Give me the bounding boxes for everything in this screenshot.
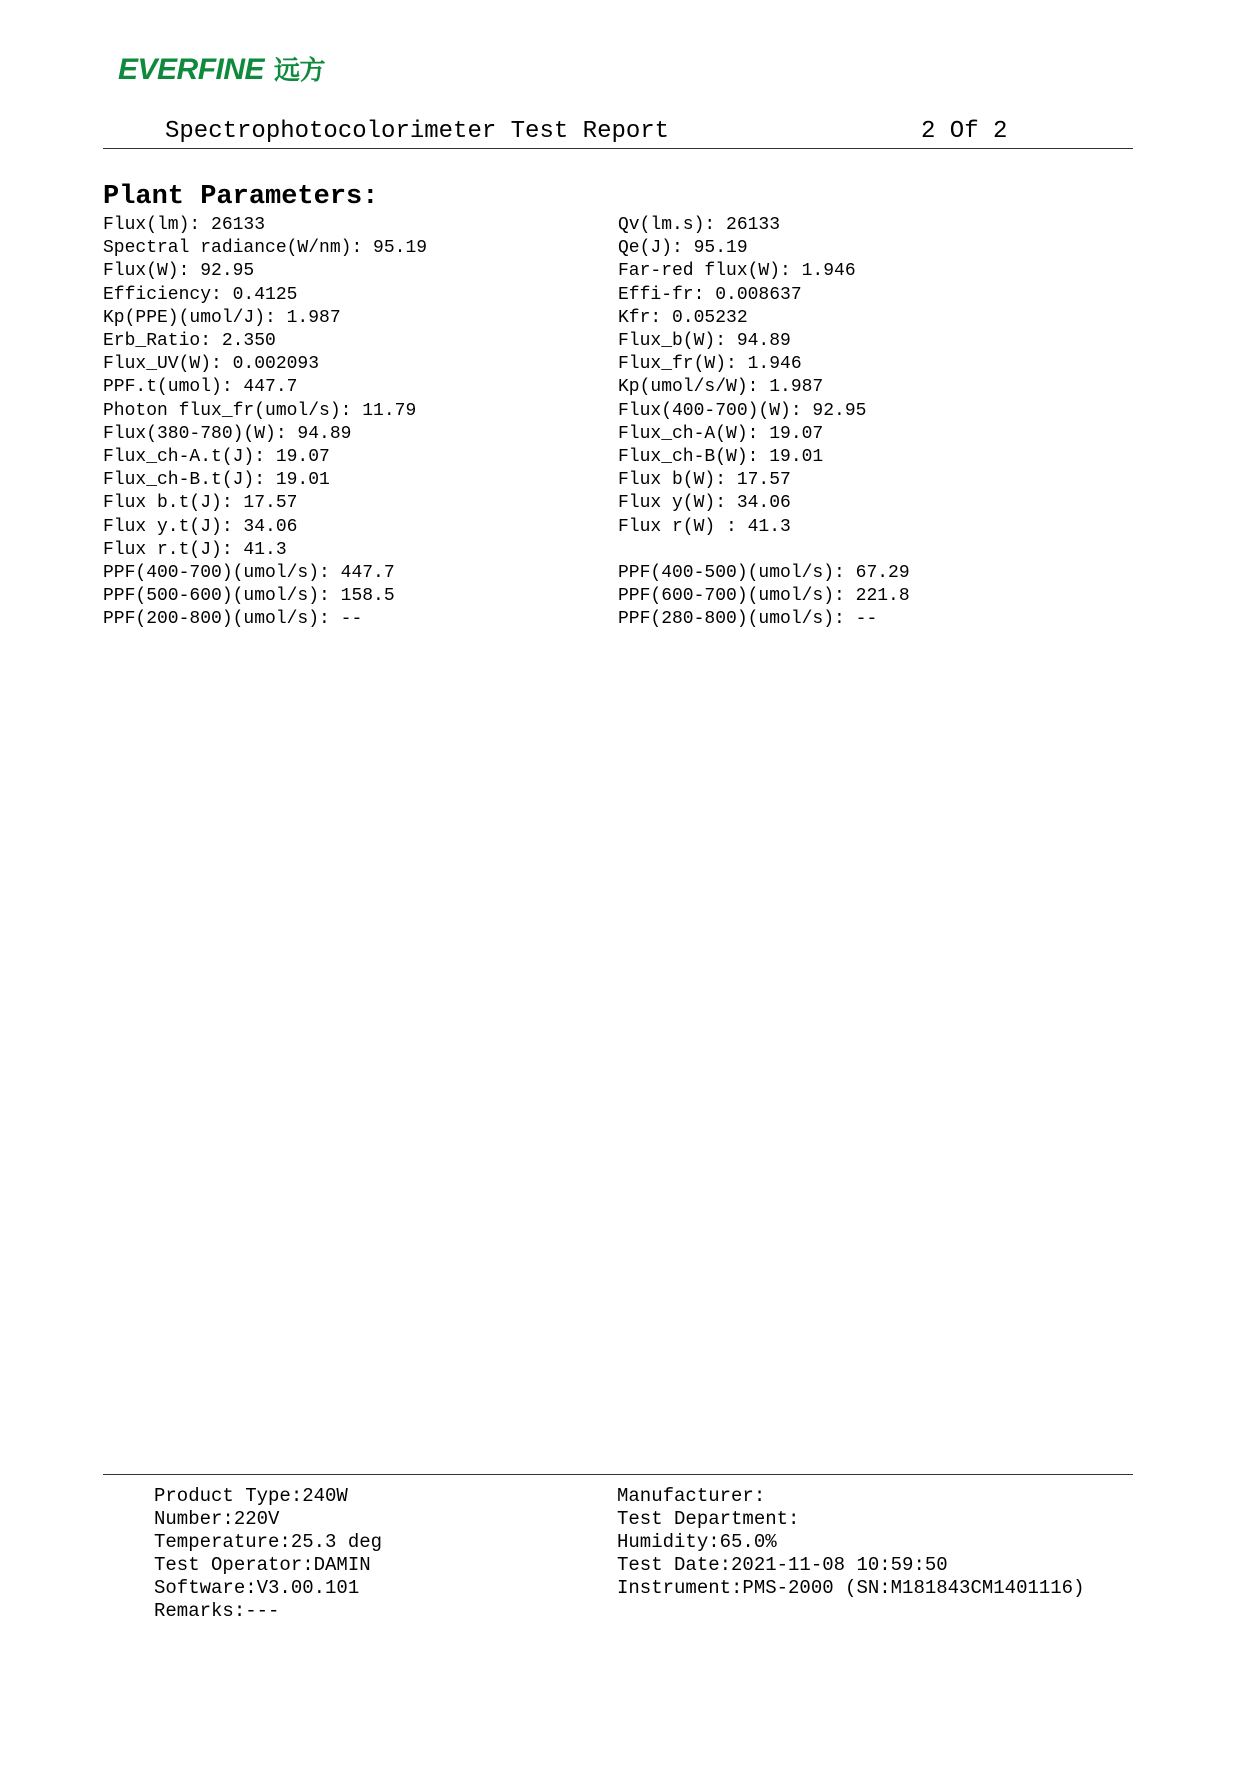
footer-row: Test Date:2021-11-08 10:59:50 — [617, 1554, 948, 1576]
param-row: Qv(lm.s): 26133 — [618, 215, 781, 235]
footer-divider — [103, 1474, 1133, 1475]
param-row: Effi-fr: 0.008637 — [618, 284, 802, 305]
report-title: Spectrophotocolorimeter Test Report — [165, 118, 670, 145]
param-row: Kp(PPE)(umol/J): 1.987 — [103, 307, 341, 328]
param-row: Kfr: 0.05232 — [618, 307, 748, 328]
company-logo — [118, 50, 325, 87]
param-row: Spectral radiance(W/nm): 95.19 — [103, 238, 428, 259]
param-row: Flux r(W) : 41.3 — [618, 516, 791, 537]
param-row: PPF(200-800)(umol/s): -- — [103, 609, 363, 630]
param-row: Flux(400-700)(W): 92.95 — [618, 400, 867, 421]
param-row: Kp(umol/s/W): 1.987 — [618, 377, 824, 398]
page-number: 2 Of 2 — [921, 118, 1008, 145]
params-left-column — [103, 214, 427, 632]
param-row: Flux y(W): 34.06 — [618, 493, 791, 514]
logo-brand-cn: 远方 — [274, 55, 326, 85]
param-row: Far-red flux(W): 1.946 — [618, 261, 856, 282]
param-row: PPF.t(umol): 447.7 — [103, 377, 298, 398]
footer-row: Manufacturer: — [617, 1485, 766, 1507]
footer-row: Product Type:240W — [154, 1485, 348, 1507]
param-row: PPF(500-600)(umol/s): 158.5 — [103, 586, 395, 607]
footer-row: Number:220V — [154, 1508, 280, 1530]
param-row: Flux(380-780)(W): 94.89 — [103, 423, 352, 444]
footer-row: Instrument:PMS-2000 (SN:M181843CM1401116) — [617, 1577, 1085, 1599]
report-header — [103, 118, 1133, 149]
param-row: PPF(600-700)(umol/s): 221.8 — [618, 586, 910, 607]
footer-row: Test Department: — [617, 1508, 800, 1530]
footer-row: Test Operator:DAMIN — [154, 1554, 371, 1576]
param-row: PPF(400-500)(umol/s): 67.29 — [618, 563, 910, 584]
param-row: PPF(280-800)(umol/s): -- — [618, 609, 878, 630]
param-row — [618, 539, 910, 562]
param-row: Flux r.t(J): 41.3 — [103, 539, 287, 560]
param-row: Flux(lm): 26133 — [103, 215, 266, 235]
param-row: PPF(400-700)(umol/s): 447.7 — [103, 563, 395, 584]
param-row: Flux_ch-B(W): 19.01 — [618, 447, 824, 468]
footer-row: Software:V3.00.101 — [154, 1577, 360, 1599]
param-row: Flux_UV(W): 0.002093 — [103, 354, 320, 375]
section-title: Plant Parameters: — [103, 182, 379, 212]
footer-row: Temperature:25.3 deg — [154, 1531, 383, 1553]
footer-row: Remarks:--- — [154, 1600, 280, 1622]
param-row: Flux(W): 92.95 — [103, 261, 255, 282]
param-row: Qe(J): 95.19 — [618, 238, 748, 259]
param-row: Flux_fr(W): 1.946 — [618, 354, 802, 375]
param-row: Efficiency: 0.4125 — [103, 284, 298, 305]
param-row: Flux y.t(J): 34.06 — [103, 516, 298, 537]
param-row: Flux_ch-A(W): 19.07 — [618, 423, 824, 444]
param-row: Flux b(W): 17.57 — [618, 470, 791, 491]
logo-brand: EVERFINE — [118, 53, 265, 86]
footer-left-column — [154, 1485, 382, 1623]
footer-right-column — [617, 1485, 1084, 1600]
param-row: Flux b.t(J): 17.57 — [103, 493, 298, 514]
param-row: Flux_b(W): 94.89 — [618, 331, 791, 352]
param-row: Flux_ch-B.t(J): 19.01 — [103, 470, 330, 491]
params-right-column — [618, 214, 910, 632]
footer-row: Humidity:65.0% — [617, 1531, 777, 1553]
param-row: Photon flux_fr(umol/s): 11.79 — [103, 400, 417, 421]
param-row: Flux_ch-A.t(J): 19.07 — [103, 447, 330, 468]
param-row: Erb_Ratio: 2.350 — [103, 331, 276, 352]
